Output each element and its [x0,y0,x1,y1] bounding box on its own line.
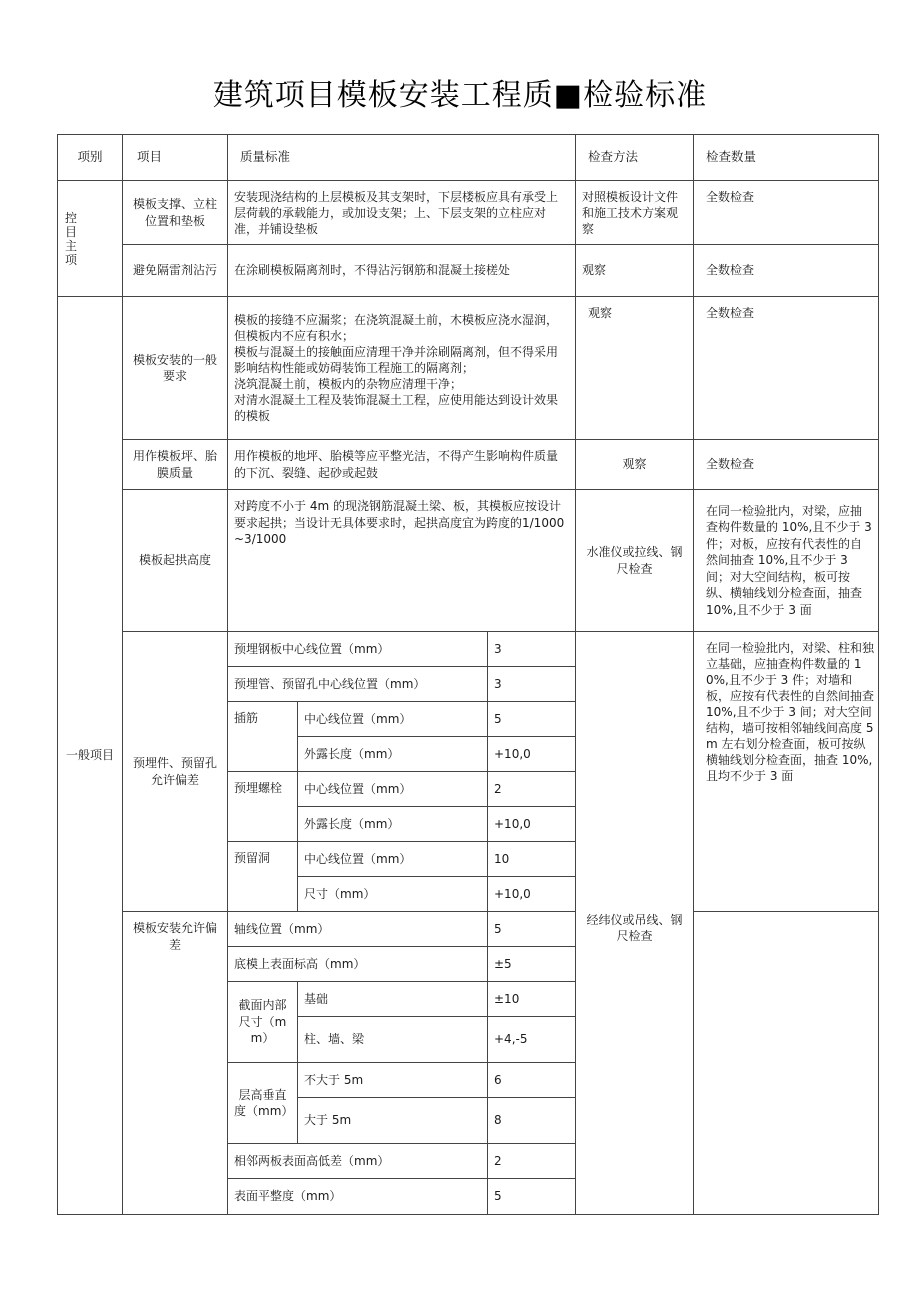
table-row [58,297,879,440]
table-row [58,912,879,947]
tolerance-value: 3 [488,632,576,667]
header-standard: 质量标准 [228,135,576,181]
header-item: 项目 [123,135,228,181]
check-item: 预埋螺栓 [228,772,298,842]
check-subitem: 外露长度（mm） [298,737,488,772]
table-header-row [58,135,879,181]
category-general: 一般项目 [58,297,123,1215]
quantity-cell: 全数检查 [694,440,879,490]
check-subitem: 中心线位置（mm） [298,772,488,807]
tolerance-value: ±5 [488,947,576,982]
category-main: 控目主项 [58,181,123,297]
check-subitem: 中心线位置（mm） [298,702,488,737]
tolerance-value: +10,0 [488,877,576,912]
check-subitem: 柱、墙、梁 [298,1017,488,1063]
quantity-cell: 在同一检验批内，对梁、柱和独立基础，应抽查构件数量的 10%,且不少于 3 件；对墙和板，应按有代表性的自然间抽查 10%,且不少于 3 间；对大空间结构，墙可按相邻轴线间高度 5m 左右划分检查面，板可按纵横轴线划分检查面，抽查 10%, 且均不少于 3 面 [694,632,879,912]
tolerance-value: 6 [488,1063,576,1098]
method-cell: 水准仪或拉线、钢尺检查 [576,490,694,632]
check-subitem: 尺寸（mm） [298,877,488,912]
tolerance-value: ±10 [488,982,576,1017]
method-cell: 观察 [576,297,694,440]
quantity-cell: 全数检查 [694,245,879,297]
item-cell: 避免隔雷剂沾污 [123,245,228,297]
tolerance-value: 3 [488,667,576,702]
item-cell: 用作模板坪、胎膜质量 [123,440,228,490]
header-quantity: 检查数量 [694,135,879,181]
check-item: 预埋钢板中心线位置（mm） [228,632,488,667]
tolerance-value: 5 [488,912,576,947]
item-cell: 模板起拱高度 [123,490,228,632]
check-item: 表面平整度（mm） [228,1179,488,1215]
table-row [58,440,879,490]
standard-cell: 对跨度不小于 4m 的现浇钢筋混凝土梁、板，其模板应按设计要求起拱；当设计无具体要求时，起拱高度宜为跨度的1/1000~3/1000 [228,490,576,632]
check-subitem: 外露长度（mm） [298,807,488,842]
tolerance-value: 5 [488,1179,576,1215]
check-subitem: 大于 5m [298,1098,488,1144]
table-row [58,632,879,667]
tolerance-value: +4,-5 [488,1017,576,1063]
check-item: 插筋 [228,702,298,772]
item-cell: 模板安装的一般要求 [123,297,228,440]
header-category: 项别 [58,135,123,181]
table-row [58,245,879,297]
check-item: 截面内部尺寸（mm） [228,982,298,1063]
check-item: 层高垂直度（mm） [228,1063,298,1144]
tolerance-value: +10,0 [488,807,576,842]
header-method: 检查方法 [576,135,694,181]
tolerance-value: 5 [488,702,576,737]
item-cell: 模板支撑、立柱位置和垫板 [123,181,228,245]
check-subitem: 不大于 5m [298,1063,488,1098]
tolerance-value: 10 [488,842,576,877]
method-cell: 对照模板设计文件和施工技术方案观察 [576,181,694,245]
standard-cell: 在涂刷模板隔离剂时，不得沾污钢筋和混凝土接槎处 [228,245,576,297]
item-cell: 模板安装允许偏差 [123,912,228,1215]
standard-cell: 用作模板的地坪、胎模等应平整光洁，不得产生影响构件质量的下沉、裂缝、起砂或起鼓 [228,440,576,490]
item-cell: 预埋件、预留孔允许偏差 [123,632,228,912]
method-cell: 经纬仪或吊线、钢尺检查 [576,912,694,1215]
table-row [58,490,879,632]
check-item: 相邻两板表面高低差（mm） [228,1144,488,1179]
tolerance-value: 2 [488,772,576,807]
quantity-cell: 全数检查 [694,297,879,440]
check-subitem: 基础 [298,982,488,1017]
standard-cell: 安装现浇结构的上层模板及其支架时，下层楼板应具有承受上层荷载的承载能力，或加设支架；上、下层支架的立柱应对准，并铺设垫板 [228,181,576,245]
quantity-cell [694,912,879,1215]
check-item: 预留洞 [228,842,298,912]
check-subitem: 中心线位置（mm） [298,842,488,877]
tolerance-value: 8 [488,1098,576,1144]
table-row [58,181,879,245]
inspection-table [57,134,879,1215]
tolerance-value: 2 [488,1144,576,1179]
quantity-cell: 在同一检验批内，对梁，应抽查构件数量的 10%,且不少于 3 件；对板，应按有代表性的自然间抽查 10%,且不少于 3 间；对大空间结构，板可按纵、横轴线划分检查面，抽查 10%,且不少于 3 面 [694,490,879,632]
method-cell: 观察 [576,440,694,490]
check-item: 预埋管、预留孔中心线位置（mm） [228,667,488,702]
standard-cell: 模板的接缝不应漏浆；在浇筑混凝土前，木模板应浇水湿润，但模板内不应有积水； 模板与混凝土的接触面应清理干净并涂刷隔离剂，但不得采用影响结构性能或妨碍装饰工程施工的隔离剂； 浇筑混凝土前，模板内的杂物应清理干净； 对清水混凝土工程及装饰混凝土工程，应使用能达到设计效果的模板 [228,297,576,440]
check-item: 轴线位置（mm） [228,912,488,947]
method-cell [576,632,694,912]
quantity-cell: 全数检查 [694,181,879,245]
method-cell: 观察 [576,245,694,297]
check-item: 底模上表面标高（mm） [228,947,488,982]
page-title: 建筑项目模板安装工程质■检验标准 [212,78,708,113]
tolerance-value: +10,0 [488,737,576,772]
